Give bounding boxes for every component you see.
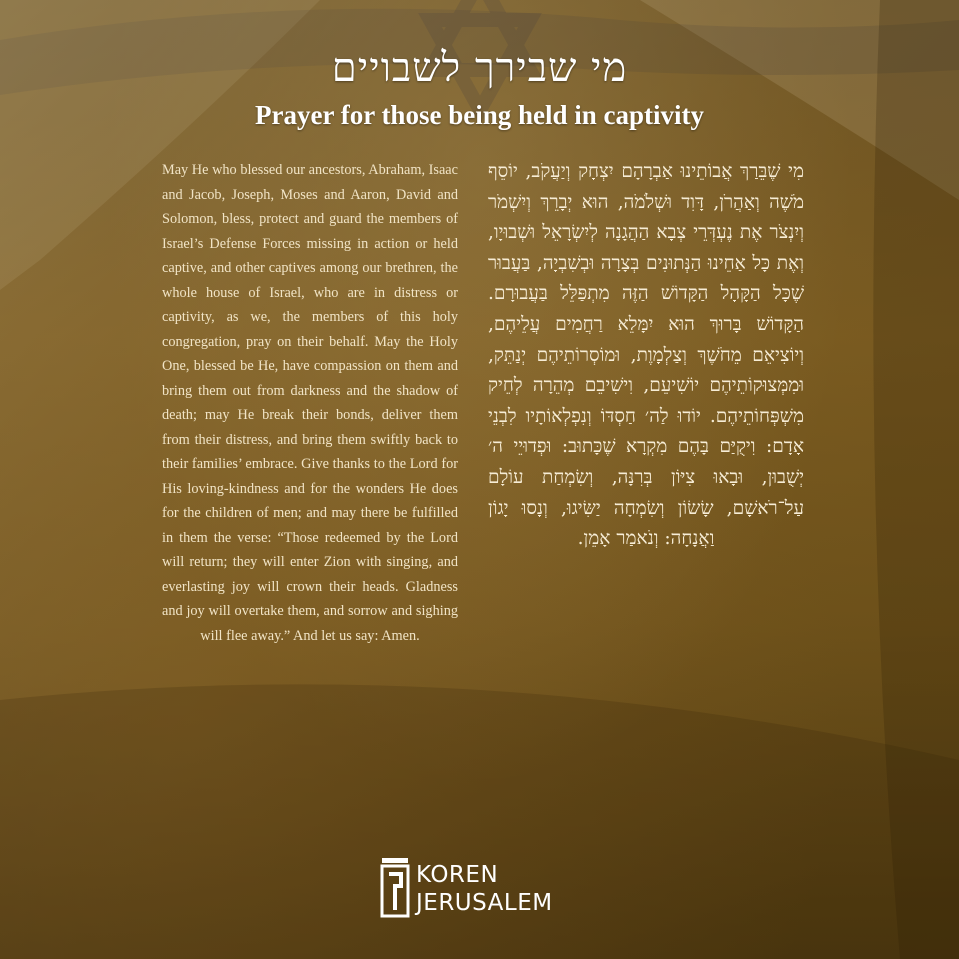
title-hebrew: מי שבירך לשבויים bbox=[331, 45, 628, 91]
logo-wordmark bbox=[416, 861, 553, 917]
prayer-text-hebrew: מִי שֶׁבֵּרַךְ אֲבוֹתֵינוּ אַבְרָהָם יִצְחָק וְיַעֲקֹב, יוֹסֵף מֹשֶׁה וְאַהֲרֹן, דָּוִד וּשְׁלֹמֹה, הוּא יְבָרֵךְ וְיִשְׁמֹר וְיִנְצֹר אֶת נֶעְדְּרֵי צְבָא הַהֲגָנָה לְיִשְׂרָאֵל וּשְׁבוּיָו, וְאֶת כָּל אַחֵינוּ הַנְּתוּנִים בְּצָרָה וּבְשִׁבְיָה, בַּעֲבוּר שֶׁכָּל הַקָּהָל הַקָּדוֹשׁ הַזֶּה מִתְפַּלֵּל בַּעֲבוּרָם. הַקָּדוֹשׁ בָּרוּךְ הוּא יִמָּלֵא רַחֲמִים עֲלֵיהֶם, וְיוֹצִיאֵם מֵחֹשֶׁךְ וְצַלְמָוֶת, וּמוֹסְרוֹתֵיהֶם יְנַתֵּק, וּמִמְּצוּקוֹתֵיהֶם יוֹשִׁיעֵם, וִישִׁיבֵם מְהֵרָה לְחֵיק מִשְׁפְּחוֹתֵיהֶם. יוֹדוּ לַה׳ חַסְדּוֹ וְנִפְלְאוֹתָיו לִבְנֵי אָדָם: וִיקֻיַּם בָּהֶם מִקְרָא שֶׁכָּתוּב: וּפְדוּיֵי ה׳ יְשֻׁבוּן, וּבָאוּ צִיּוֹן בְּרִנָּה, וְשִׂמְחַת עוֹלָם עַל־רֹאשָׁם, שָׂשׂוֹן וְשִׂמְחָה יַשִּׂיגוּ, וְנָסוּ יָגוֹן וַאֲנָחָה: וְנֹאמַר אָמֵן. bbox=[488, 161, 804, 550]
logo-line-koren: KOREN bbox=[416, 862, 499, 888]
logo-line-jerusalem: JERUSALEM bbox=[416, 890, 553, 916]
koren-jerusalem-logo bbox=[380, 858, 580, 924]
prayer-text-english: May He who blessed our ancestors, Abraham, Isaac and Jacob, Joseph, Moses and Aaron, David and Solomon, bless, protect and guard the members of Israel’s Defense Forces missing in action or held captive, and other captives among our brethren, the whole house of Israel, who are in distress or captivity, as we, the members of this holy congregation, pray on their behalf. May the Holy One, blessed be He, have compassion on them and bring them out from darkness and the shadow of death; may He break their bonds, deliver them from their distress, and bring them swiftly back to their families’ embrace. Give thanks to the Lord for His loving-kindness and for the wonders He does for the children of men; and may there be fulfilled in them the verse: “Those redeemed by the Lord will return; they will enter Zion with singing, and everlasting joy will crown their heads. Gladness and joy will overtake them, and sorrow and sighing will flee away.” And let us say: Amen. bbox=[162, 162, 458, 644]
koren-logo-icon bbox=[380, 858, 410, 920]
title-english: Prayer for those being held in captivity bbox=[255, 100, 704, 130]
